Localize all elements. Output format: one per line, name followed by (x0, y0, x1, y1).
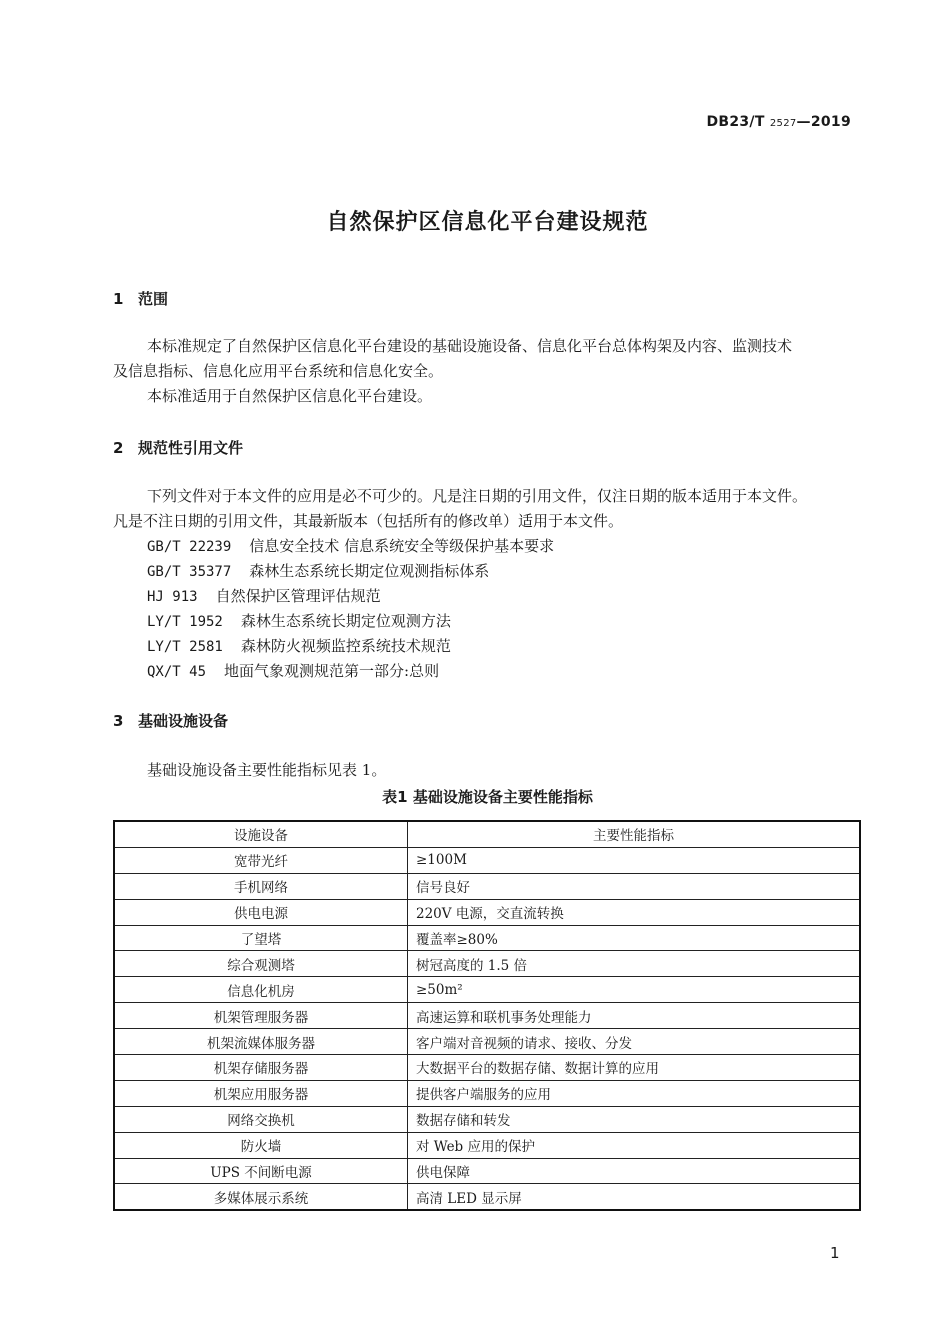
section-heading-1 (113, 288, 168, 309)
equipment-cell: 了望塔 (114, 925, 408, 951)
reference-code: LY/T 2581 (147, 639, 223, 655)
reference-code: LY/T 1952 (147, 614, 223, 630)
section-title: 基础设施设备 (138, 712, 229, 730)
section-number: 2 (113, 439, 124, 457)
indicator-cell: 提供客户端服务的应用 (408, 1080, 861, 1106)
table-header-row (114, 821, 860, 847)
equipment-cell: 机架管理服务器 (114, 1003, 408, 1029)
table-row (114, 1080, 860, 1106)
equipment-cell: 信息化机房 (114, 977, 408, 1003)
doc-code-number: 2527 (769, 118, 797, 129)
reference-title: 信息安全技术 信息系统安全等级保护基本要求 (249, 537, 555, 555)
table-row (114, 951, 860, 977)
section-title: 规范性引用文件 (138, 439, 244, 457)
section-title: 范围 (138, 290, 169, 308)
indicator-cell: 客户端对音视频的请求、接收、分发 (408, 1029, 861, 1055)
reference-title: 森林生态系统长期定位观测指标体系 (249, 562, 490, 580)
equipment-cell: 防火墙 (114, 1132, 408, 1158)
spec-table (113, 820, 861, 1211)
table-caption: 表1 基础设施设备主要性能指标 (382, 788, 593, 806)
document-code (706, 114, 851, 130)
indicator-cell: 对 Web 应用的保护 (408, 1132, 861, 1158)
equipment-cell: 网络交换机 (114, 1106, 408, 1132)
indicator-cell: ≥50m² (408, 977, 861, 1003)
page-title: 自然保护区信息化平台建设规范 (326, 210, 649, 235)
paragraph: 及信息指标、信息化应用平台系统和信息化安全。 (113, 362, 444, 380)
equipment-cell: 供电电源 (114, 899, 408, 925)
reference-code: QX/T 45 (147, 664, 207, 680)
indicator-cell: 覆盖率≥80% (408, 925, 861, 951)
paragraph: 本标准规定了自然保护区信息化平台建设的基础设施设备、信息化平台总体构架及内容、监测技术 (147, 337, 793, 355)
equipment-cell: 宽带光纤 (114, 847, 408, 873)
reference-title: 森林防火视频监控系统技术规范 (240, 637, 451, 655)
section-number: 3 (113, 712, 124, 730)
table-row (114, 1003, 860, 1029)
table-row (114, 1158, 860, 1184)
table-row (114, 899, 860, 925)
paragraph: 基础设施设备主要性能指标见表 1。 (147, 761, 387, 779)
equipment-cell: 手机网络 (114, 873, 408, 899)
indicator-cell: 数据存储和转发 (408, 1106, 861, 1132)
indicator-cell: 高清 LED 显示屏 (408, 1184, 861, 1210)
reference-item (147, 635, 451, 656)
equipment-cell: 机架存储服务器 (114, 1055, 408, 1081)
reference-item (147, 560, 489, 581)
table-row (114, 1106, 860, 1132)
reference-item (147, 660, 439, 681)
doc-code-prefix: DB23/T (706, 114, 770, 130)
indicator-cell: 供电保障 (408, 1158, 861, 1184)
table-row (114, 873, 860, 899)
indicator-cell: 高速运算和联机事务处理能力 (408, 1003, 861, 1029)
table-row (114, 1184, 860, 1210)
reference-item (147, 585, 381, 606)
paragraph: 凡是不注日期的引用文件，其最新版本（包括所有的修改单）适用于本文件。 (113, 512, 624, 530)
equipment-cell: 机架应用服务器 (114, 1080, 408, 1106)
table-row (114, 925, 860, 951)
reference-item (147, 535, 554, 556)
indicator-cell: ≥100M (408, 847, 861, 873)
reference-title: 森林生态系统长期定位观测方法 (240, 612, 451, 630)
reference-title: 自然保护区管理评估规范 (215, 587, 381, 605)
table-row (114, 1132, 860, 1158)
indicator-cell: 信号良好 (408, 873, 861, 899)
reference-title: 地面气象观测规范第一部分:总则 (224, 662, 440, 680)
section-heading-2 (113, 437, 243, 458)
reference-code: HJ 913 (147, 589, 198, 605)
equipment-cell: 综合观测塔 (114, 951, 408, 977)
section-number: 1 (113, 290, 124, 308)
table-row (114, 977, 860, 1003)
table-row (114, 847, 860, 873)
indicator-cell: 大数据平台的数据存储、数据计算的应用 (408, 1055, 861, 1081)
indicator-cell: 220V 电源，交直流转换 (408, 899, 861, 925)
indicator-cell: 树冠高度的 1.5 倍 (408, 951, 861, 977)
doc-code-suffix: —2019 (796, 114, 851, 130)
column-header-indicator: 主要性能指标 (408, 821, 861, 847)
equipment-cell: UPS 不间断电源 (114, 1158, 408, 1184)
table-row (114, 1055, 860, 1081)
column-header-equipment: 设施设备 (114, 821, 408, 847)
reference-item (147, 610, 451, 631)
paragraph: 本标准适用于自然保护区信息化平台建设。 (147, 387, 433, 405)
page-number: 1 (830, 1244, 840, 1262)
section-heading-3 (113, 710, 228, 731)
table-row (114, 1029, 860, 1055)
equipment-cell: 机架流媒体服务器 (114, 1029, 408, 1055)
reference-code: GB/T 35377 (147, 564, 232, 580)
reference-code: GB/T 22239 (147, 539, 232, 555)
paragraph: 下列文件对于本文件的应用是必不可少的。凡是注日期的引用文件，仅注日期的版本适用于本文件。 (147, 487, 808, 505)
equipment-cell: 多媒体展示系统 (114, 1184, 408, 1210)
